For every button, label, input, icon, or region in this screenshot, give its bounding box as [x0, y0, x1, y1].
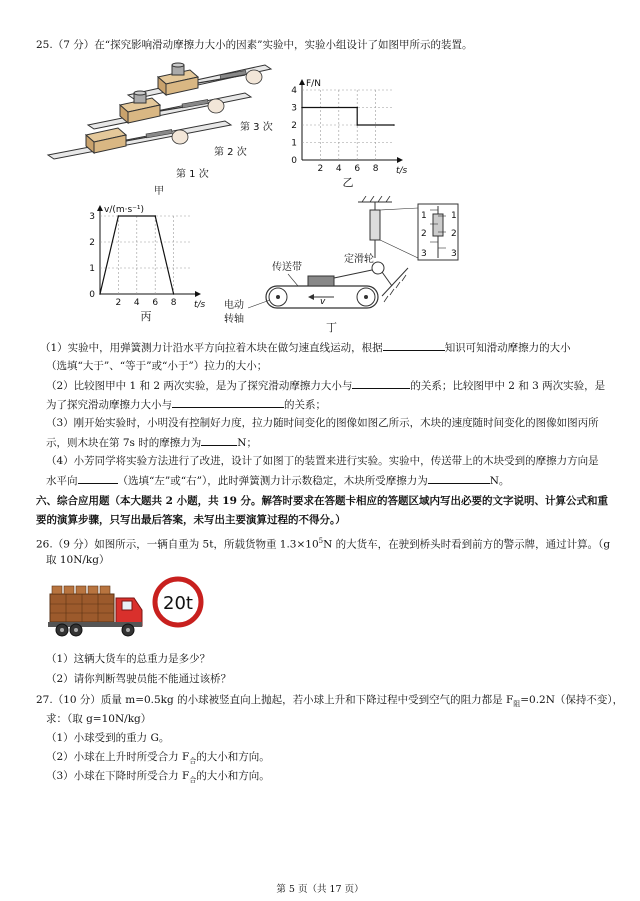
scale-tick: 3	[451, 249, 457, 259]
spring-scale	[370, 210, 380, 240]
figure-jia	[40, 55, 280, 195]
series-line	[302, 108, 394, 126]
label-belt: 传送带	[272, 262, 302, 273]
wood-block-3	[158, 63, 198, 95]
data-point	[173, 293, 175, 295]
data-point	[154, 215, 156, 217]
data-point	[301, 107, 303, 109]
q26-text-cont: 取 10N/kg）	[46, 554, 110, 566]
wood-block	[308, 276, 334, 286]
chart-caption: 乙	[342, 176, 354, 189]
y-tick-label: 3	[291, 103, 297, 114]
figure-bing	[80, 198, 220, 328]
sign-text: 20t	[163, 593, 193, 614]
x-axis-label: t/s	[396, 166, 408, 176]
x-tick-label: 4	[133, 298, 140, 308]
y-tick-label: 0	[89, 290, 95, 300]
q26-text: 26.（9 分）如图所示，一辆自重为 5t，所载货物重 $1.3\times 10^5N$ 的大货车，在驶到桥头时看到前方的警示牌，通过计算。（g	[36, 537, 611, 551]
data-point	[393, 124, 395, 126]
q25-part2: （2）比较图甲中 1 和 2 两次实验，是为了探究滑动摩擦力大小与 的关系；比较图甲中 2 和 3 两次实验，是	[46, 380, 606, 392]
x-axis-label: t/s	[194, 300, 206, 310]
q27-text-cont: 求：（取 g=10N/kg）	[46, 713, 152, 725]
x-tick-label: 6	[152, 298, 159, 308]
q27-part3: （3）小球在下降时所受合力 $F_合$的大小和方向。	[46, 770, 270, 785]
q27-part1: （1）小球受到的重力 G。	[46, 732, 170, 744]
y-axis-arrow	[97, 205, 103, 211]
q25-header: 25.（7 分）在“探究影响滑动摩擦力大小的因素”实验中，实验小组设计了如图甲所示的装置。	[36, 39, 473, 51]
data-point	[356, 107, 358, 109]
q27-text: 27.（10 分）质量 m=0.5kg 的小球被竖直向上抛起，若小球上升和下降过程中受到空气的阻力都是 $F_阻=0.2N$（保持不变），	[36, 694, 624, 709]
scale-tick: 3	[421, 249, 427, 259]
y-tick-label: 2	[291, 121, 297, 131]
q25-part3-cont: 示，则木块在第 7s 时的摩擦力为 N；	[46, 437, 257, 449]
label-trial-2: 第 2 次	[214, 147, 247, 158]
x-axis-arrow	[397, 157, 403, 163]
q25-part4-cont: 水平向 （选填“左”或“右”），此时弹簧测力计示数稳定，木块所受摩擦力为 N。	[46, 475, 510, 487]
hand-icon	[246, 70, 262, 84]
y-axis-arrow	[299, 79, 305, 85]
section6-heading-cont: 要的演算步骤，只写出最后答案，未写出主要演算过程的不得分。）	[36, 514, 346, 526]
q25-part3: （3）刚开始实验时，小明没有控制好力度，拉力随时间变化的图像如图乙所示，木块的速度随时间变化的图像如图丙所	[46, 417, 599, 429]
q25-part2-cont: 为了探究滑动摩擦力大小与 的关系；	[46, 399, 326, 411]
label-pulley: 定滑轮	[344, 254, 374, 265]
y-axis-label: v/(m·s⁻¹)	[104, 205, 145, 215]
y-tick-label: 1	[291, 138, 297, 149]
label-motor-1: 电动	[224, 300, 244, 311]
section6-heading: 六、综合应用题（本大题共 2 小题，共 19 分。解答时要求在答题卡相应的答题区域内写出必要的文字说明、计算公式和重	[36, 495, 609, 507]
caption-jia: 甲	[154, 186, 164, 195]
truck-figure	[46, 576, 216, 644]
scale-tick: 1	[451, 211, 457, 221]
y-tick-label: 1	[89, 264, 95, 274]
page-footer: 第 5 页（共 17 页）	[276, 884, 364, 895]
y-tick-label: 2	[89, 238, 95, 248]
x-tick-label: 8	[170, 298, 177, 308]
hand-icon	[172, 130, 188, 144]
hand-icon	[208, 99, 224, 113]
chart-caption: 丙	[140, 310, 152, 323]
data-point	[99, 293, 101, 295]
q25-part1: （1）实验中，用弹簧测力计沿水平方向拉着木块在做匀速直线运动，根据 知识可知滑动摩擦力的大小	[40, 342, 571, 354]
q26-part1: （1）这辆大货车的总重力是多少？	[46, 653, 211, 665]
scale-tick: 1	[421, 211, 427, 221]
wood-block-2	[120, 91, 160, 123]
figure-yi	[282, 68, 422, 193]
y-tick-label: 4	[291, 86, 297, 96]
label-trial-1: 第 1 次	[176, 169, 209, 180]
data-point	[118, 215, 120, 217]
figure-ding	[222, 196, 472, 336]
q25-part1-cont: （选填“大于”、“等于”或“小于”）拉力的大小；	[46, 360, 268, 372]
series-line	[100, 216, 174, 294]
x-tick-label: 4	[335, 164, 342, 174]
caption-ding: 丁	[326, 321, 337, 334]
data-point	[356, 124, 358, 126]
q26-part2: （2）请你判断驾驶员能不能通过该桥？	[46, 673, 232, 685]
x-tick-label: 2	[115, 298, 122, 308]
scale-tick: 2	[451, 229, 457, 239]
x-tick-label: 6	[354, 164, 361, 174]
y-axis-label: F/N	[306, 79, 321, 89]
x-tick-label: 2	[317, 164, 324, 174]
velocity-label: v	[320, 297, 326, 307]
y-tick-label: 3	[89, 212, 95, 222]
q25-part4: （4）小芳同学将实验方法进行了改进，设计了如图丁的装置来进行实验。实验中，传送带上的木块受到的摩擦力方向是	[46, 455, 599, 467]
y-tick-label: 0	[291, 156, 297, 166]
x-tick-label: 8	[372, 164, 379, 174]
scale-tick: 2	[421, 229, 427, 239]
label-motor-2: 转轴	[224, 314, 244, 325]
q27-part2: （2）小球在上升时所受合力 $F_合$的大小和方向。	[46, 751, 270, 766]
wood-block-1	[86, 128, 126, 153]
label-trial-3: 第 3 次	[240, 122, 273, 133]
x-axis-arrow	[195, 291, 201, 297]
